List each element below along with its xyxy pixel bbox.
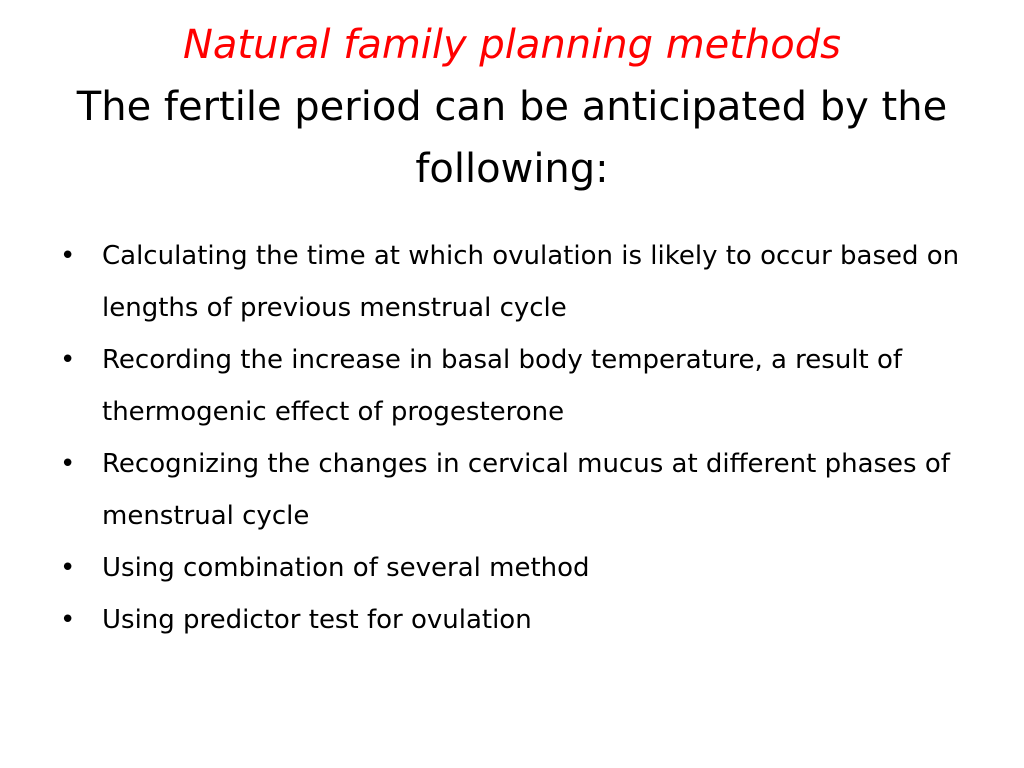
bullet-text: Recognizing the changes in cervical mucus at different phases of menstrual cycle	[102, 449, 950, 531]
bullet-text: Using combination of several method	[102, 553, 590, 583]
bullet-icon: •	[60, 605, 76, 635]
bullet-item	[60, 438, 990, 542]
bullet-text: Calculating the time at which ovulation is likely to occur based on lengths of previous menstrual cycle	[102, 241, 960, 323]
bullet-list	[60, 230, 990, 646]
bullet-item	[60, 594, 990, 646]
bullet-item	[60, 230, 990, 334]
slide-subtitle: The fertile period can be anticipated by the following:	[76, 84, 948, 192]
bullet-item	[60, 542, 990, 594]
bullet-text: Recording the increase in basal body temperature, a result of thermogenic effect of progesterone	[102, 345, 903, 427]
slide-title: Natural family planning methods	[182, 22, 842, 68]
title-block	[40, 14, 984, 200]
bullet-text: Using predictor test for ovulation	[102, 605, 532, 635]
bullet-icon: •	[60, 553, 76, 583]
bullet-item	[60, 334, 990, 438]
bullet-icon: •	[60, 345, 76, 375]
bullet-icon: •	[60, 241, 76, 271]
bullet-icon: •	[60, 449, 76, 479]
